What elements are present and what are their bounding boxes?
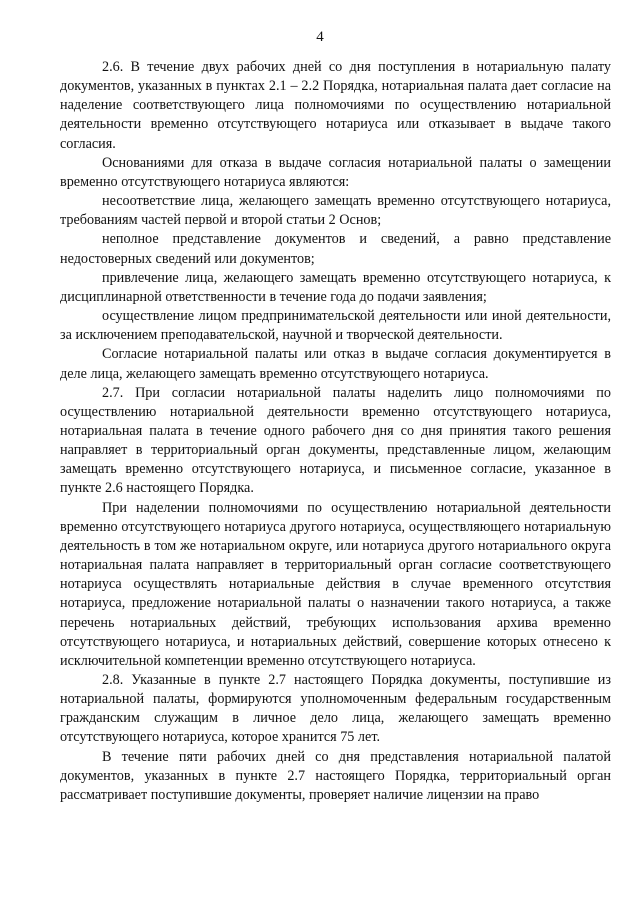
paragraph-refusal-ground-1: несоответствие лица, желающего замещать временно отсутствующего нотариуса, требованиям частей первой и второй статьи 2 Основ; [60,193,611,229]
paragraph-refusal-ground-2: неполное представление документов и сведений, а равно представление недостоверных сведений или документов; [60,231,611,267]
paragraph-five-days: В течение пяти рабочих дней со дня представления нотариальной палатой документов, указанных в пункте 2.7 настоящего Порядка, территориальный орган рассматривает поступившие документы, проверяет наличие лицензии на право [60,748,611,803]
paragraph-consent-documented: Согласие нотариальной палаты или отказ в выдаче согласия документируется в деле лица, желающего замещать временно отсутствующего нотариуса. [60,346,611,382]
paragraph-refusal-grounds-intro: Основаниями для отказа в выдаче согласия нотариальной палаты о замещении временно отсутствующего нотариуса являются: [60,154,611,190]
document-body [60,58,611,805]
paragraph-refusal-ground-3: привлечение лица, желающего замещать временно отсутствующего нотариуса, к дисциплинарной ответственности в течение года до подачи заявления; [60,269,611,305]
paragraph-2-8: 2.8. Указанные в пункте 2.7 настоящего Порядка документы, поступившие из нотариальной палаты, формируются уполномоченным федеральным государственным гражданским служащим в личное дело лица, желающего замещать временно отсутствующего нотариуса, которое хранится 75 лет. [60,672,611,746]
paragraph-2-7: 2.7. При согласии нотариальной палаты наделить лицо полномочиями по осуществлению нотариальной деятельности временно отсутствующего нотариуса, нотариальная палата в течение одного рабочего дня со дня принятия такого решения направляет в территориальный орган документы, представленные лицом, желающим замещать временно отсутствующего нотариуса, и письменное согласие, указанное в пункте 2.6 настоящего Порядка. [60,384,611,497]
paragraph-2-6: 2.6. В течение двух рабочих дней со дня поступления в нотариальную палату документов, указанных в пунктах 2.1 – 2.2 Порядка, нотариальная палата дает согласие на наделение соответствующего лица полномочиями по осуществлению нотариальной деятельности временно отсутствующего нотариуса или отказывает в выдаче такого согласия. [60,59,611,152]
page-number: 4 [316,29,324,45]
paragraph-other-notary: При наделении полномочиями по осуществлению нотариальной деятельности временно отсутствующего нотариуса другого нотариуса, осуществляющего нотариальную деятельность в том же нотариальном округе, или нотариуса другого нотариального округа нотариальная палата направляет в территориальный орган согласие соответствующего нотариуса осуществлять нотариальные действия в случае временного отсутствия нотариуса, предложение нотариальной палаты о назначении такого нотариуса, а также перечень нотариальных действий, требующих использования архива временно отсутствующего нотариуса, и нотариальных действий, совершение которых отнесено к исключительной компетенции временно отсутствующего нотариуса. [60,499,611,669]
paragraph-refusal-ground-4: осуществление лицом предпринимательской деятельности или иной деятельности, за исключением преподавательской, научной и творческой деятельности. [60,308,611,344]
